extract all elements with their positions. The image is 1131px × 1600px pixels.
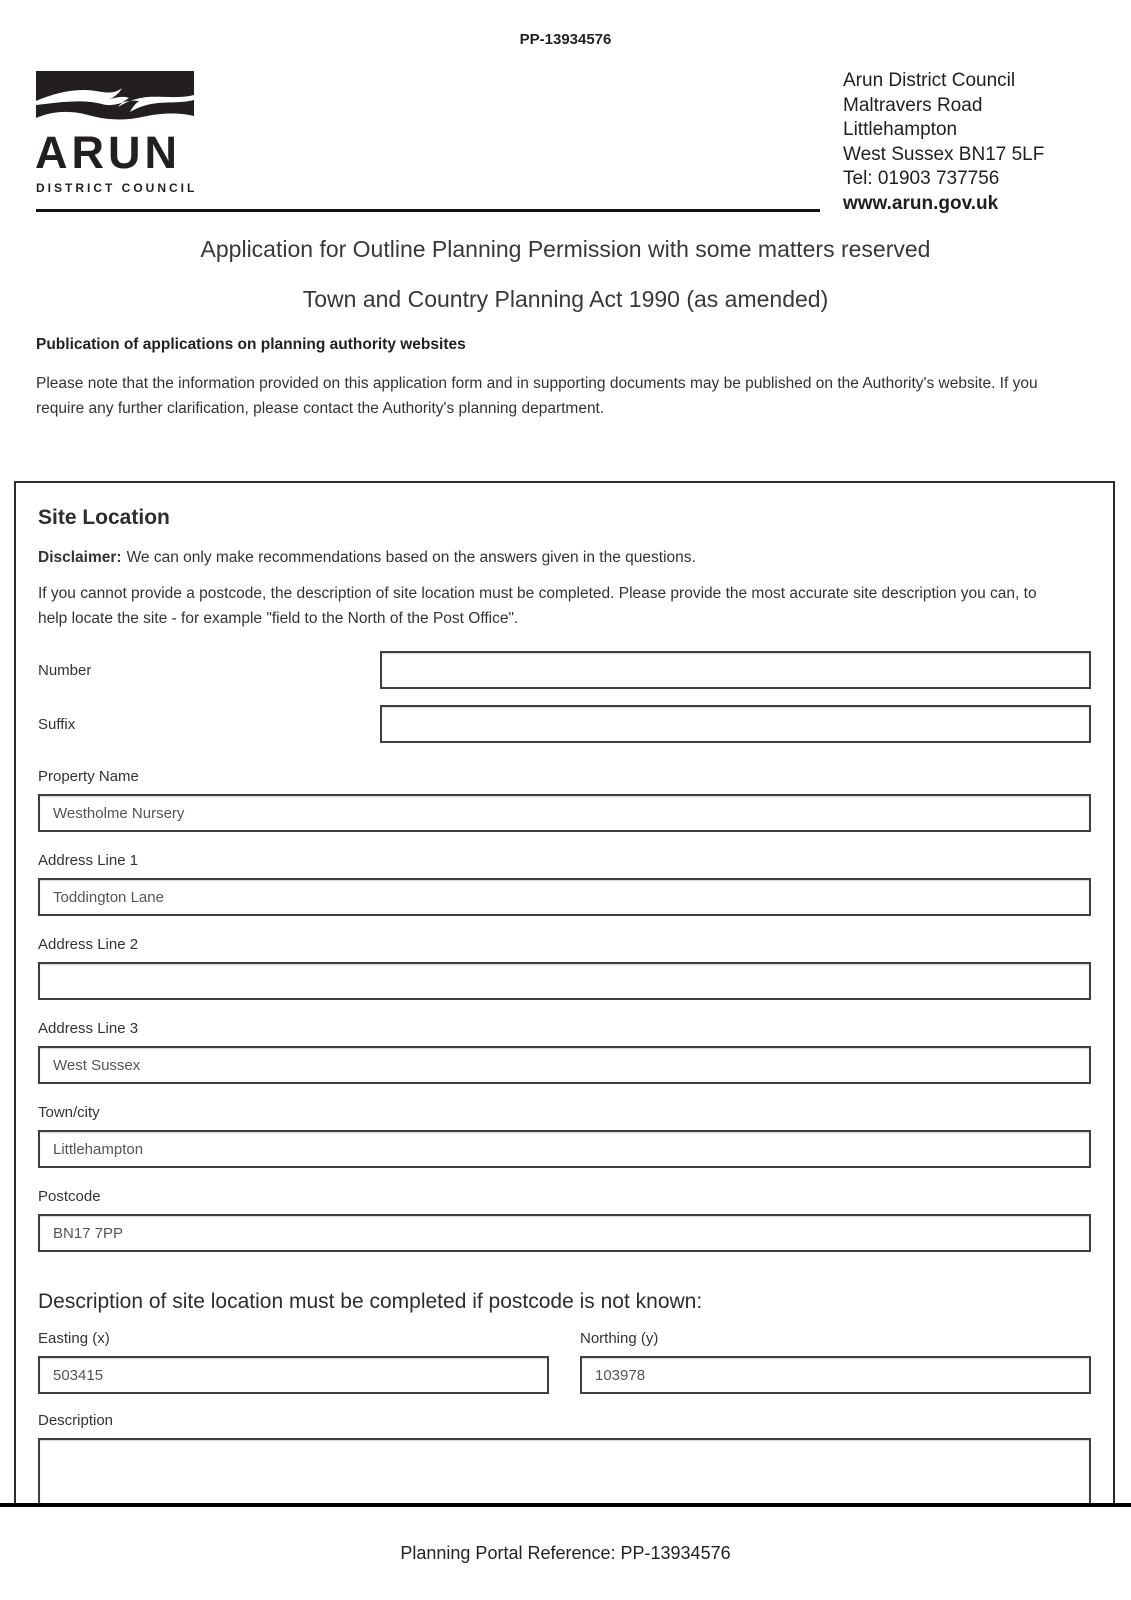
field-address-line-2 — [38, 936, 1091, 1000]
council-address-block — [843, 69, 1044, 216]
field-address-line-1 — [38, 852, 1091, 916]
field-property-name — [38, 768, 1091, 832]
number-label: Number — [38, 661, 92, 679]
field-postcode — [38, 1188, 1091, 1252]
address-line-3-label: Address Line 3 — [38, 1020, 139, 1037]
page-break-divider — [0, 1503, 1131, 1507]
northing-label: Northing (y) — [580, 1330, 659, 1347]
document-title: Application for Outline Planning Permission with some matters reserved — [200, 236, 931, 262]
field-town-city — [38, 1104, 1091, 1168]
address-line-1-input[interactable] — [38, 878, 1091, 916]
field-northing — [580, 1330, 1091, 1394]
description-textarea[interactable] — [38, 1438, 1091, 1503]
postcode-input[interactable] — [38, 1214, 1091, 1252]
northing-input[interactable] — [580, 1356, 1091, 1394]
address-line: Arun District Council — [843, 70, 1016, 91]
address-line: West Sussex BN17 5LF — [843, 143, 1045, 165]
section-heading-site-location: Site Location — [38, 506, 170, 529]
postcode-help-text: If you cannot provide a postcode, the description of site location must be completed. Please provide the most accurate site description you can, to help locate the site - for example "field to the North of the Post Office". — [38, 585, 1037, 627]
publication-heading: Publication of applications on planning authority websites — [36, 336, 466, 353]
planning-portal-reference-footer: Planning Portal Reference: PP-13934576 — [400, 1543, 731, 1563]
birds-waves-logo-icon — [36, 71, 194, 127]
site-location-section — [14, 481, 1115, 1503]
address-line-1-label: Address Line 1 — [38, 852, 139, 869]
description-label: Description — [38, 1412, 114, 1429]
council-website: www.arun.gov.uk — [843, 192, 999, 214]
address-line-2-label: Address Line 2 — [38, 936, 139, 953]
easting-label: Easting (x) — [38, 1330, 110, 1347]
disclaimer-body: We can only make recommendations based on the answers given in the questions. — [126, 549, 696, 566]
number-input[interactable] — [380, 651, 1091, 689]
logo-subtitle: DISTRICT COUNCIL — [36, 181, 198, 195]
property-name-input[interactable] — [38, 794, 1091, 832]
field-row-number — [38, 651, 1091, 689]
field-easting — [38, 1330, 549, 1394]
property-name-label: Property Name — [38, 768, 139, 785]
suffix-input[interactable] — [380, 705, 1091, 743]
address-line: Littlehampton — [843, 119, 958, 140]
address-line-3-input[interactable] — [38, 1046, 1091, 1084]
address-line: Maltravers Road — [843, 94, 983, 116]
document-subtitle: Town and Country Planning Act 1990 (as amended) — [302, 286, 829, 312]
easting-input[interactable] — [38, 1356, 549, 1394]
publication-text: Please note that the information provided on this application form and in supporting documents may be published on the Authority's website. If you require any further clarification, please contact the Authority's planning department. — [36, 375, 1038, 417]
address-line-2-input[interactable] — [38, 962, 1091, 1000]
address-line: Tel: 01903 737756 — [843, 168, 1000, 189]
field-address-line-3 — [38, 1020, 1091, 1084]
postcode-label: Postcode — [38, 1188, 101, 1205]
description-requirement-heading: Description of site location must be completed if postcode is not known: — [38, 1290, 703, 1313]
field-row-suffix — [38, 705, 1091, 743]
disclaimer-text — [38, 549, 1091, 567]
suffix-label: Suffix — [38, 715, 76, 733]
logo-name: ARUN — [35, 127, 181, 178]
town-city-label: Town/city — [38, 1104, 100, 1121]
arun-council-logo — [35, 71, 198, 195]
coordinates-row — [38, 1330, 1091, 1394]
header-divider — [36, 209, 820, 212]
disclaimer-label: Disclaimer: — [38, 549, 122, 566]
town-city-input[interactable] — [38, 1130, 1091, 1168]
field-description — [38, 1412, 1091, 1503]
planning-portal-reference-top: PP-13934576 — [519, 31, 612, 48]
